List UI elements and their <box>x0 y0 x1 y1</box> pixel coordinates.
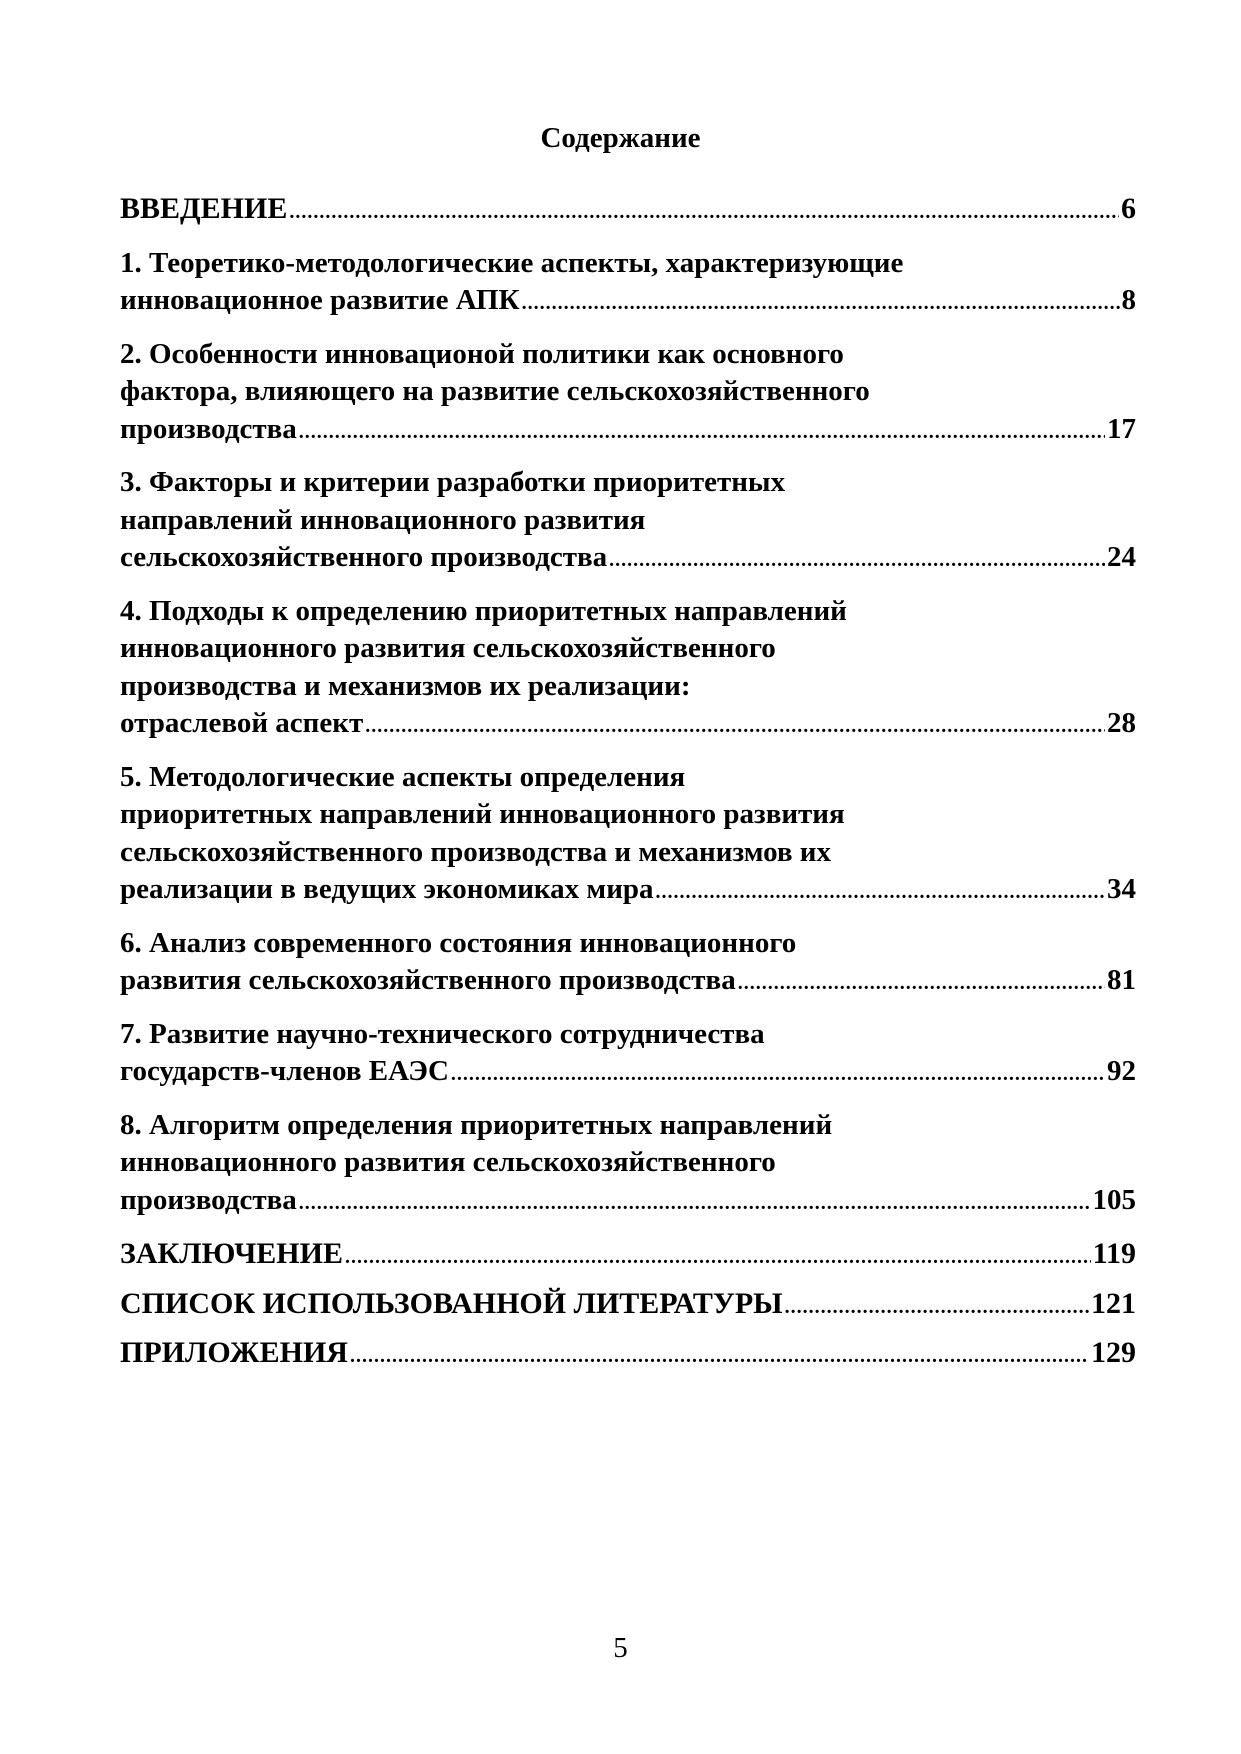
toc-entry-chapter-4 <box>120 593 1136 746</box>
toc-entry-line: 2. Особенности инновационой политики как основного <box>120 337 844 370</box>
toc-entry-line: фактора, влияющего на развитие сельскохозяйственного <box>120 375 870 407</box>
toc-entry-line: инновационного развития сельскохозяйственного <box>120 632 776 664</box>
toc-entry-chapter-7 <box>120 1016 1136 1094</box>
toc-entry-text: отраслевой аспект <box>120 707 364 739</box>
toc-entry-chapter-8 <box>120 1107 1136 1223</box>
toc-entry-last-line <box>120 871 1136 912</box>
toc-entry-text: производства <box>120 1183 297 1216</box>
toc-page-number: 28 <box>1107 707 1136 739</box>
toc-page-number: 24 <box>1107 541 1136 573</box>
toc-entry-conclusion <box>120 1235 1136 1277</box>
toc-entry-line: 8. Алгоритм определения приоритетных направлений <box>120 1108 833 1141</box>
toc-dot-leader <box>350 1338 1089 1376</box>
toc-entry-line: производства и механизмов их реализации: <box>120 669 691 702</box>
toc-dot-leader <box>785 1289 1089 1327</box>
toc-dot-leader <box>345 1239 1091 1277</box>
toc-entry-last-line <box>120 1182 1136 1223</box>
table-of-contents <box>120 190 1136 1376</box>
toc-entry-line: 1. Теоретико-методологические аспекты, характеризующие <box>120 246 904 279</box>
toc-entry-last-line <box>120 705 1136 746</box>
toc-dot-leader <box>656 874 1105 912</box>
toc-entry-appendices <box>120 1334 1136 1376</box>
toc-entry-text: инновационное развитие АПК <box>120 284 520 316</box>
toc-entry-last-line <box>120 1235 1136 1277</box>
toc-dot-leader <box>609 542 1105 580</box>
toc-dot-leader <box>299 1185 1091 1223</box>
toc-dot-leader <box>299 414 1105 452</box>
toc-entry-text: реализации в ведущих экономиках мира <box>120 873 654 905</box>
toc-entry-text: развития сельскохозяйственного производства <box>120 964 736 996</box>
toc-entry-line: направлений инновационного развития <box>120 503 646 536</box>
toc-dot-leader <box>451 1056 1105 1094</box>
toc-entry-chapter-6 <box>120 925 1136 1003</box>
toc-entry-text: сельскохозяйственного производства <box>120 541 608 573</box>
toc-entry-line: 5. Методологические аспекты определения <box>120 760 686 793</box>
toc-entry-line: 7. Развитие научно-технического сотрудничества <box>120 1017 765 1050</box>
toc-page-number: 121 <box>1091 1286 1136 1320</box>
toc-entry-last-line <box>120 282 1136 323</box>
toc-entry-chapter-3 <box>120 464 1136 580</box>
toc-title: Содержание <box>540 122 701 154</box>
toc-entry-text: ВВЕДЕНИЕ <box>120 192 288 225</box>
toc-page-number: 8 <box>1121 284 1136 316</box>
toc-entry-last-line <box>120 539 1136 580</box>
toc-entry-line: приоритетных направлений инновационного развития <box>120 798 845 830</box>
toc-dot-leader <box>522 285 1120 323</box>
toc-entry-text: производства <box>120 412 297 445</box>
toc-entry-chapter-2 <box>120 336 1136 452</box>
toc-dot-leader <box>289 194 1119 232</box>
toc-entry-last-line <box>120 1334 1136 1376</box>
toc-entry-text: ПРИЛОЖЕНИЯ <box>120 1336 348 1369</box>
toc-page-number: 129 <box>1091 1336 1136 1369</box>
toc-entry-last-line <box>120 1285 1136 1327</box>
toc-page-number: 17 <box>1107 412 1136 445</box>
toc-page-number: 6 <box>1121 192 1136 225</box>
toc-entry-line: сельскохозяйственного производства и механизмов их <box>120 835 831 868</box>
toc-page-number: 105 <box>1092 1183 1136 1216</box>
toc-entry-text: государств-членов ЕАЭС <box>120 1055 449 1087</box>
toc-entry-last-line <box>120 962 1136 1003</box>
toc-page-number: 92 <box>1107 1055 1136 1087</box>
toc-entry-last-line <box>120 411 1136 452</box>
toc-entry-line: 4. Подходы к определению приоритетных направлений <box>120 594 847 627</box>
page-number: 5 <box>613 1632 628 1664</box>
toc-entry-chapter-1 <box>120 245 1136 323</box>
toc-entry-last-line <box>120 1053 1136 1094</box>
toc-dot-leader <box>365 708 1105 746</box>
toc-entry-last-line <box>120 190 1136 232</box>
toc-entry-chapter-5 <box>120 759 1136 912</box>
toc-dot-leader <box>738 965 1105 1003</box>
toc-entry-line: 3. Факторы и критерии разработки приоритетных <box>120 466 786 498</box>
toc-page-number: 119 <box>1092 1237 1136 1270</box>
toc-entry-text: ЗАКЛЮЧЕНИЕ <box>120 1237 343 1270</box>
toc-entry-introduction <box>120 190 1136 232</box>
toc-entry-line: инновационного развития сельскохозяйственного <box>120 1146 776 1178</box>
toc-entry-text: СПИСОК ИСПОЛЬЗОВАННОЙ ЛИТЕРАТУРЫ <box>120 1286 783 1320</box>
toc-entry-references <box>120 1285 1136 1327</box>
toc-page-number: 34 <box>1107 873 1136 905</box>
toc-entry-line: 6. Анализ современного состояния инновационного <box>120 926 797 959</box>
toc-page-number: 81 <box>1107 964 1136 996</box>
